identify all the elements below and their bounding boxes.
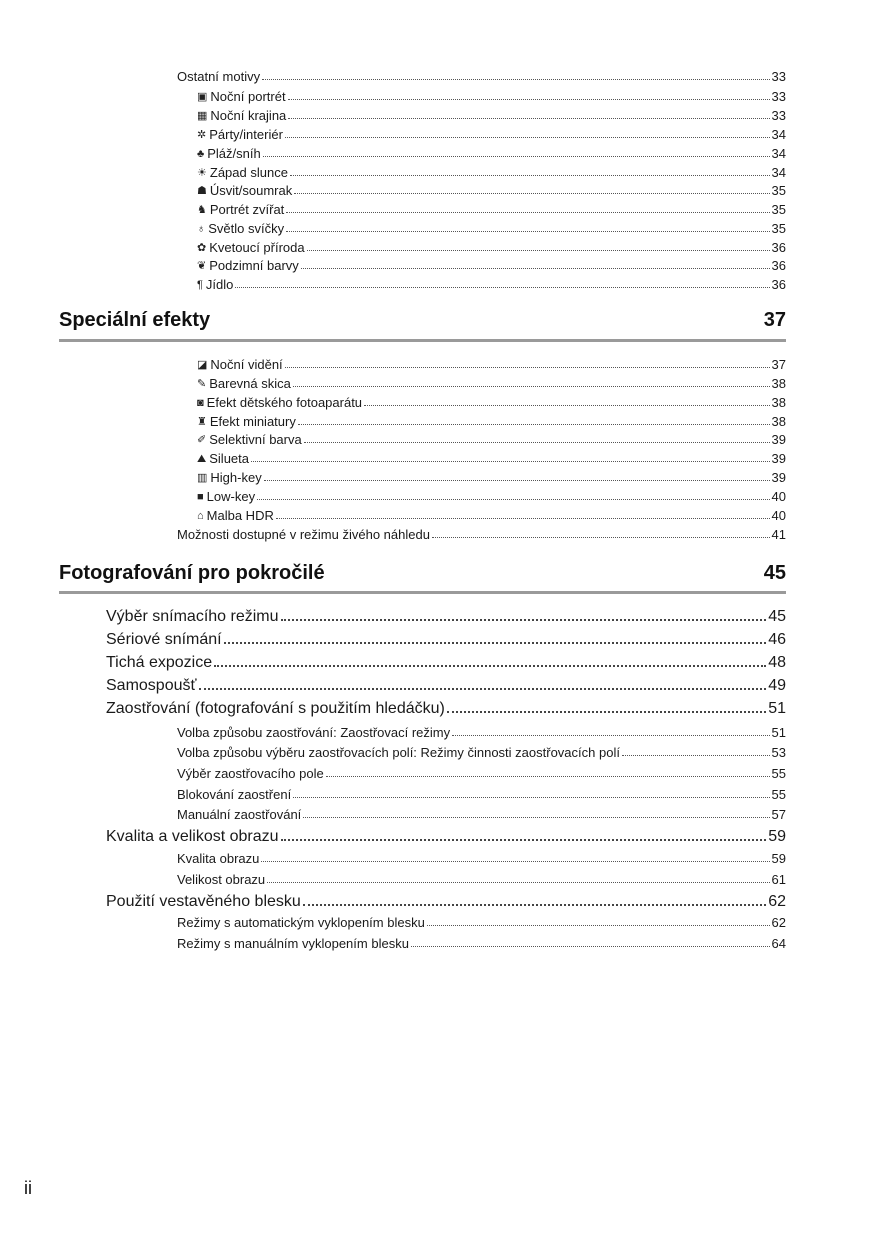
toc-entry-page: 51 (768, 700, 786, 717)
silhouette-icon: ⛰ (197, 453, 207, 465)
dot-leader (267, 882, 769, 883)
toc-entry-food[interactable] (197, 278, 786, 291)
toc-entry-page: 39 (771, 470, 786, 485)
color-sketch-icon: ✎ (197, 378, 207, 390)
night-portrait-icon: ▣ (197, 91, 208, 103)
toc-entry-label: Použití vestavěného blesku (106, 893, 301, 910)
selective-color-icon: ✐ (197, 434, 207, 446)
toc-entry-manual-flash-popup[interactable] (177, 937, 786, 950)
toc-entry-label: Blokování zaostření (177, 787, 292, 802)
sunset-icon: ☀ (197, 167, 207, 179)
beach-snow-icon: ♣ (197, 148, 205, 160)
toc-entry-page: 46 (768, 631, 786, 648)
toc-entry-quiet-shutter[interactable] (106, 655, 786, 671)
toc-entry-page: 64 (771, 936, 786, 951)
toc-entry-page: 37 (771, 357, 786, 372)
toc-entry-label: Volba způsobu zaostřování: Zaostřovací režimy (177, 725, 451, 740)
dot-leader (290, 175, 770, 176)
toc-entry-page: 45 (768, 608, 786, 625)
toc-entry-label: Režimy s automatickým vyklopením blesku (177, 915, 425, 930)
toc-entry-hdr-painting[interactable] (197, 509, 786, 522)
toc-entry-label: Low-key (206, 489, 256, 504)
dot-leader (276, 518, 770, 519)
toc-entry-label: Kvalita a velikost obrazu (106, 828, 279, 845)
toc-entry-label: Velikost obrazu (177, 872, 266, 887)
toc-entry-page: 48 (768, 654, 786, 671)
toc-entry-label: Silueta (209, 451, 249, 466)
toc-entry-release-mode[interactable] (106, 609, 786, 625)
toc-entry-label: Výběr zaostřovacího pole (177, 766, 324, 781)
dot-leader (285, 367, 770, 368)
dot-leader (214, 665, 766, 667)
toc-entry-page: 49 (768, 677, 786, 694)
toc-entry-focus-point[interactable] (177, 767, 786, 780)
dot-leader (432, 537, 770, 538)
toc-entry-label: Kvalita obrazu (177, 851, 260, 866)
toc-entry-auto-flash-popup[interactable] (177, 916, 786, 929)
toc-entry-label: Ostatní motivy (177, 69, 261, 84)
toc-entry-page: 51 (771, 725, 786, 740)
toc-entry-label: Efekt dětského fotoaparátu (206, 395, 363, 410)
dusk-dawn-icon: ☗ (197, 185, 207, 197)
toc-entry-label: Zaostřování (fotografování s použitím hledáčku) (106, 700, 445, 717)
toy-camera-icon: ◙ (197, 397, 204, 409)
toc-entry-page: 62 (771, 915, 786, 930)
toc-entry-page: 38 (771, 376, 786, 391)
toc-entry-sunset[interactable] (197, 166, 786, 179)
dot-leader (452, 735, 769, 736)
dot-leader (364, 405, 769, 406)
toc-entry-beach-snow[interactable] (197, 147, 786, 160)
toc-entry-page: 38 (771, 395, 786, 410)
toc-entry-label: Noční krajina (210, 108, 287, 123)
toc-entry-page: 39 (771, 451, 786, 466)
toc-entry-page: 36 (771, 240, 786, 255)
night-landscape-icon: ▦ (197, 110, 208, 122)
toc-entry-label: Možnosti dostupné v režimu živého náhledu (177, 527, 430, 542)
dot-leader (293, 386, 770, 387)
toc-entry-label: Barevná skica (209, 376, 291, 391)
toc-entry-label: Tichá expozice (106, 654, 213, 671)
blossom-icon: ✿ (197, 242, 207, 254)
night-vision-icon: ◪ (197, 359, 208, 371)
toc-entry-label: High-key (210, 470, 262, 485)
toc-entry-page: 39 (771, 432, 786, 447)
toc-entry-page: 34 (771, 127, 786, 142)
toc-entry-page: 34 (771, 146, 786, 161)
section-heading-special-effects[interactable] (59, 309, 786, 332)
hdr-painting-icon: ⌂ (197, 510, 204, 522)
dot-leader (411, 946, 770, 947)
toc-entry-page: 33 (771, 69, 786, 84)
dot-leader (298, 424, 770, 425)
toc-entry-built-in-flash[interactable] (106, 894, 786, 910)
party-indoor-icon: ✲ (197, 129, 207, 141)
toc-entry-label: Kvetoucí příroda (209, 240, 305, 255)
toc-entry-image-quality[interactable] (177, 852, 786, 865)
dot-leader (294, 193, 769, 194)
toc-entry-label: Noční vidění (210, 357, 283, 372)
toc-entry-label: Párty/interiér (209, 127, 283, 142)
toc-entry-label: Jídlo (205, 277, 234, 292)
dot-leader (286, 212, 769, 213)
toc-entry-label: Sériové snímání (106, 631, 222, 648)
toc-entry-silhouette[interactable] (197, 452, 786, 465)
toc-entry-pet-portrait[interactable] (197, 203, 786, 216)
toc-entry-label: Efekt miniatury (209, 414, 296, 429)
toc-entry-label: Manuální zaostřování (177, 807, 302, 822)
candlelight-icon: ♁ (197, 223, 206, 235)
toc-entry-page: 57 (771, 807, 786, 822)
dot-leader (285, 137, 770, 138)
dot-leader (304, 442, 770, 443)
dot-leader (199, 688, 767, 690)
miniature-icon: ♜ (197, 416, 207, 428)
toc-entry-page: 33 (771, 108, 786, 123)
section-heading-advanced[interactable] (59, 562, 786, 585)
toc-entry-label: Výběr snímacího režimu (106, 608, 279, 625)
toc-entry-low-key[interactable] (197, 490, 786, 503)
dot-leader (281, 619, 767, 621)
dot-leader (447, 711, 766, 713)
toc-entry-page: 35 (771, 221, 786, 236)
toc-entry-candlelight[interactable] (197, 222, 786, 235)
toc-entry-page: 35 (771, 202, 786, 217)
section-page: 37 (763, 309, 786, 331)
dot-leader (288, 118, 769, 119)
toc-entry-page: 40 (771, 489, 786, 504)
toc-entry-label: Samospoušť (106, 677, 197, 694)
toc-entry-page: 61 (771, 872, 786, 887)
toc-entry-label: Pláž/sníh (207, 146, 261, 161)
section-title: Fotografování pro pokročilé (59, 562, 325, 584)
toc-entry-focus-mode[interactable] (177, 726, 786, 739)
toc-entry-night-portrait[interactable] (197, 90, 786, 103)
toc-entry-selective-color[interactable] (197, 433, 786, 446)
toc-entry-page: 53 (771, 745, 786, 760)
food-icon: ¶ (197, 279, 203, 291)
section-title: Speciální efekty (59, 309, 211, 331)
toc-entry-party-indoor[interactable] (197, 128, 786, 141)
toc-entry-label: Úsvit/soumrak (209, 183, 293, 198)
toc-entry-page: 38 (771, 414, 786, 429)
section-page: 45 (763, 562, 786, 584)
toc-entry-autumn-colors[interactable] (197, 259, 786, 272)
toc-entry-label: Světlo svíčky (208, 221, 285, 236)
toc-entry-toy-camera[interactable] (197, 396, 786, 409)
toc-entry-focus[interactable] (106, 701, 786, 717)
toc-entry-image-quality-size[interactable] (106, 829, 786, 845)
dot-leader (263, 156, 770, 157)
dot-leader (251, 461, 770, 462)
toc-entry-af-area-mode[interactable] (177, 746, 786, 759)
section-divider (59, 591, 786, 594)
toc-entry-label: Portrét zvířat (209, 202, 285, 217)
toc-entry-manual-focus[interactable] (177, 808, 786, 821)
toc-entry-self-timer[interactable] (106, 678, 786, 694)
toc-entry-page: 36 (771, 277, 786, 292)
toc-entry-dusk-dawn[interactable] (197, 184, 786, 197)
dot-leader (303, 817, 769, 818)
toc-entry-label: Volba způsobu výběru zaostřovacích polí: Režimy činnosti zaostřovacích polí (177, 745, 620, 760)
dot-leader (281, 839, 767, 841)
toc-entry-other-scenes[interactable] (177, 70, 786, 83)
toc-entry-label: Západ slunce (209, 165, 288, 180)
toc-entry-high-key[interactable] (197, 471, 786, 484)
dot-leader (257, 499, 769, 500)
toc-entry-night-vision[interactable] (197, 358, 786, 371)
low-key-icon: ■ (197, 491, 204, 503)
autumn-colors-icon: ❦ (197, 260, 207, 272)
toc-entry-label: Malba HDR (206, 508, 274, 523)
toc-entry-page: 62 (768, 893, 786, 910)
toc-entry-page: 35 (771, 183, 786, 198)
toc-entry-label: Selektivní barva (209, 432, 302, 447)
toc-entry-page: 59 (768, 828, 786, 845)
dot-leader (293, 797, 769, 798)
dot-leader (288, 99, 770, 100)
dot-leader (427, 925, 770, 926)
toc-entry-image-size[interactable] (177, 873, 786, 886)
toc-entry-page: 40 (771, 508, 786, 523)
toc-entry-miniature[interactable] (197, 415, 786, 428)
toc-entry-page: 34 (771, 165, 786, 180)
toc-entry-page: 59 (771, 851, 786, 866)
dot-leader (224, 642, 767, 644)
toc-entry-color-sketch[interactable] (197, 377, 786, 390)
toc-entry-page: 41 (771, 527, 786, 542)
toc-entry-label: Noční portrét (210, 89, 286, 104)
dot-leader (286, 231, 769, 232)
toc-entry-label: Režimy s manuálním vyklopením blesku (177, 936, 409, 951)
page-number: ii (24, 1178, 32, 1198)
toc-entry-page: 55 (771, 787, 786, 802)
dot-leader (301, 268, 770, 269)
dot-leader (307, 250, 770, 251)
toc-entry-page: 36 (771, 258, 786, 273)
toc-entry-night-landscape[interactable] (197, 109, 786, 122)
toc-entry-page: 33 (771, 89, 786, 104)
dot-leader (326, 776, 770, 777)
dot-leader (303, 904, 766, 906)
section-divider (59, 339, 786, 342)
toc-entry-blossom[interactable] (197, 241, 786, 254)
dot-leader (235, 287, 769, 288)
dot-leader (262, 79, 769, 80)
toc-entry-focus-lock[interactable] (177, 788, 786, 801)
high-key-icon: ▥ (197, 472, 208, 484)
toc-entry-continuous[interactable] (106, 632, 786, 648)
dot-leader (622, 755, 770, 756)
toc-entry-label: Podzimní barvy (209, 258, 299, 273)
dot-leader (261, 861, 769, 862)
dot-leader (264, 480, 770, 481)
toc-entry-page: 55 (771, 766, 786, 781)
toc-entry-live-view-options[interactable] (177, 528, 786, 541)
pet-portrait-icon: ♞ (197, 204, 207, 216)
